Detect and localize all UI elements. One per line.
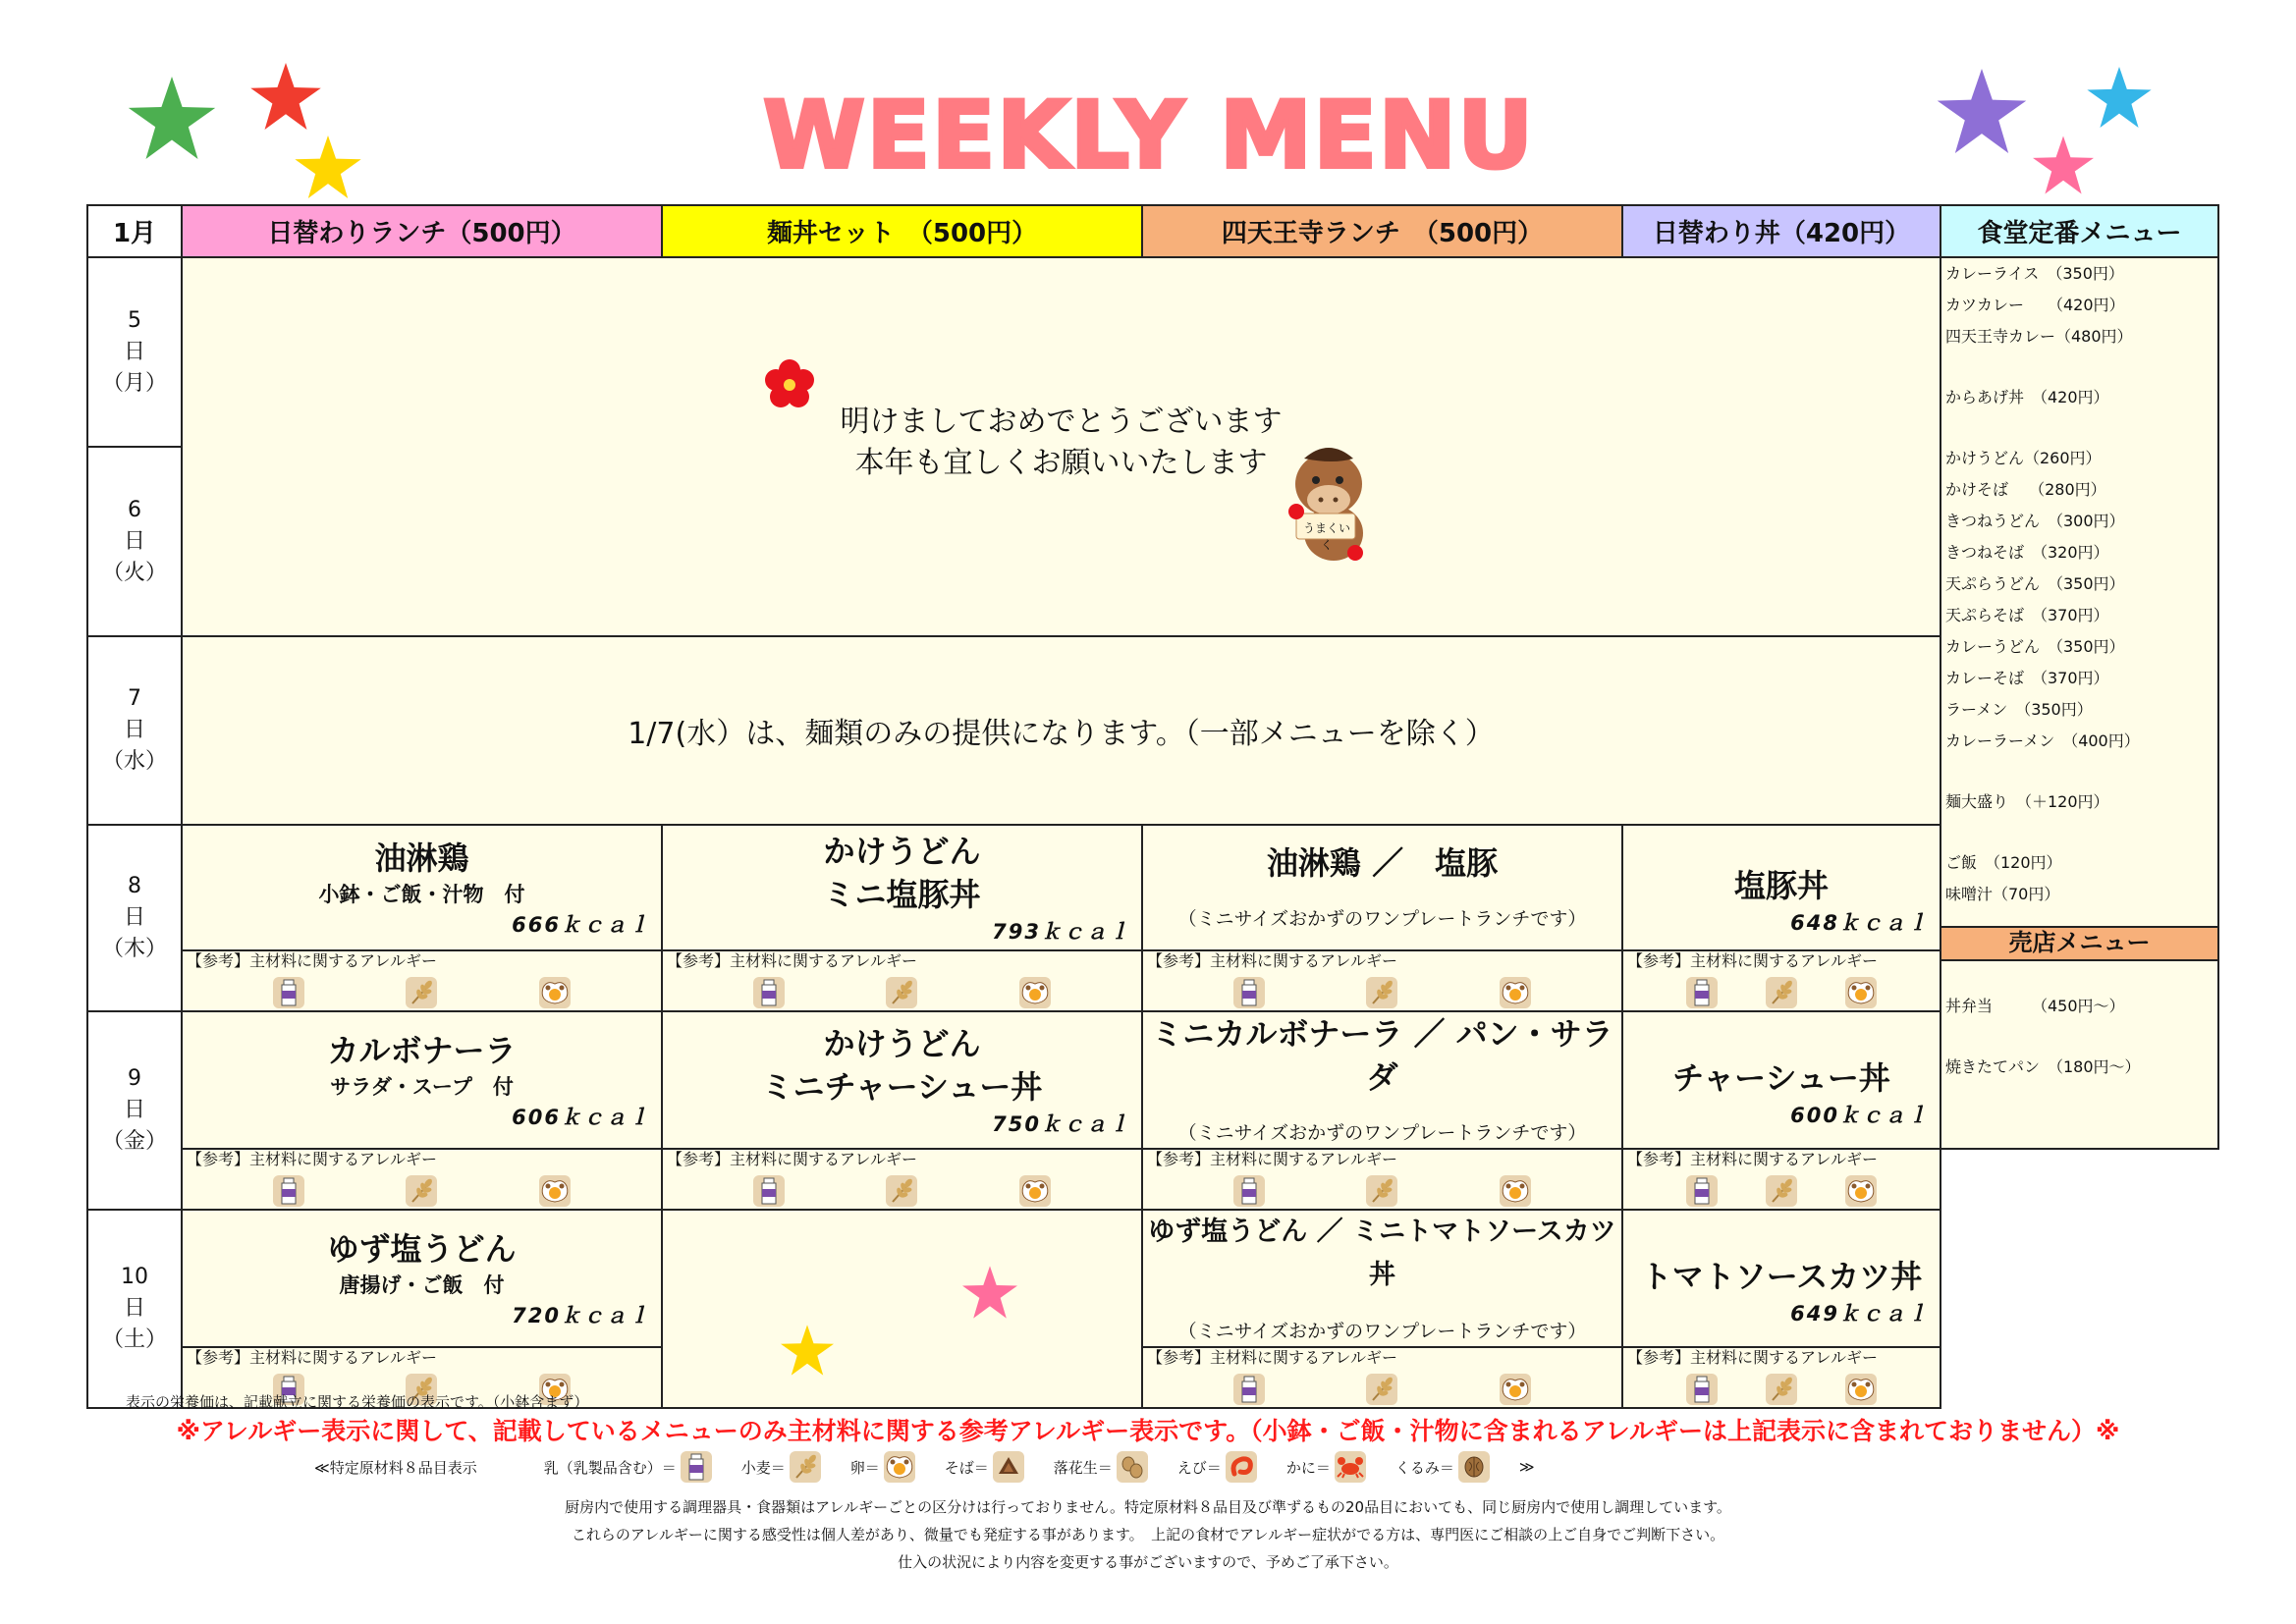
dish-name: ミニ塩豚丼 bbox=[823, 876, 981, 913]
new-year-greeting bbox=[182, 257, 1941, 636]
dish-kcal: 649ｋｃａｌ bbox=[1790, 1302, 1930, 1326]
dish-kcal: 600ｋｃａｌ bbox=[1790, 1104, 1930, 1127]
dish-name: ミニチャーシュー丼 bbox=[761, 1068, 1043, 1106]
dish-name: カルボナーラ bbox=[327, 1032, 517, 1069]
crab-icon bbox=[1335, 1451, 1366, 1483]
header-daily-bowl: 日替わり丼（420円） bbox=[1622, 205, 1941, 257]
milk-icon bbox=[1686, 1374, 1718, 1405]
star-icon bbox=[128, 77, 216, 159]
kiosk-item: 丼弁当 （450円～） bbox=[1945, 997, 2125, 1015]
cafeteria-item: 味噌汁（70円） bbox=[1945, 885, 2060, 903]
egg-icon bbox=[1019, 1175, 1051, 1207]
dish-note: （ミニサイズおかずのワンプレートランチです） bbox=[1177, 908, 1587, 930]
allergy-box: 【参考】主材料に関するアレルギー bbox=[182, 1347, 662, 1408]
cafeteria-item: カレーうどん （350円） bbox=[1945, 637, 2125, 656]
allergy-box: 【参考】主材料に関するアレルギー bbox=[1622, 950, 1941, 1011]
cafeteria-item: かけそば （280円） bbox=[1945, 480, 2106, 499]
star-icon bbox=[1937, 69, 2027, 153]
day-label-10: 10 日 （土） bbox=[87, 1210, 182, 1408]
wheat-icon bbox=[1766, 1175, 1797, 1207]
wheat-icon bbox=[406, 977, 437, 1008]
wheat-icon bbox=[1366, 1374, 1397, 1405]
legend-milk-label: 乳（乳製品含む）＝ bbox=[543, 1458, 677, 1477]
milk-icon bbox=[1686, 977, 1718, 1008]
cafeteria-item: きつねそば （320円） bbox=[1945, 543, 2109, 562]
allergy-box: 【参考】主材料に関するアレルギー bbox=[182, 1149, 662, 1210]
shrimp-icon bbox=[1226, 1451, 1257, 1483]
cafeteria-menu-list bbox=[1941, 257, 2218, 1149]
egg-icon bbox=[539, 977, 571, 1008]
dish-name: ミニカルボナーラ ／ パン・サラダ bbox=[1151, 1015, 1613, 1096]
wheat-icon bbox=[886, 977, 917, 1008]
footer-line-2: これらのアレルギーに関する感受性は個人差があり、微量でも発症する事があります。 上記の食材でアレルギー症状がでる方は、専門医にご相談の上ご自身でご判断下さい。 bbox=[571, 1526, 1725, 1543]
legend-walnut-label: くるみ＝ bbox=[1394, 1458, 1454, 1477]
dish-name: トマトソースカツ丼 bbox=[1640, 1258, 1923, 1295]
legend-wheat-label: 小麦＝ bbox=[740, 1458, 786, 1477]
day-label-7: 7 日 （水） bbox=[87, 636, 182, 825]
allergy-warning: ※アレルギー表示に関して、記載しているメニューのみ主材料に関する参考アレルギー表示です。（小鉢・ご飯・汁物に含まれるアレルギーは上記表示に含まれておりません）※ bbox=[176, 1417, 2120, 1445]
cafeteria-item: 麺大盛り （＋120円） bbox=[1945, 792, 2109, 811]
dish-kcal: 666ｋｃａｌ bbox=[512, 913, 651, 937]
star-icon bbox=[962, 1266, 1017, 1319]
dish-name: 油淋鶏 ／ 塩豚 bbox=[1266, 844, 1499, 882]
menu-cell-thu-shitennoji bbox=[1142, 825, 1622, 950]
allergy-box: 【参考】主材料に関するアレルギー bbox=[1142, 1149, 1622, 1210]
dish-name: 油淋鶏 bbox=[374, 839, 469, 877]
day-label-6: 6 日 （火） bbox=[87, 447, 182, 636]
dish-name: かけうどん bbox=[823, 1025, 981, 1062]
milk-icon bbox=[681, 1451, 712, 1483]
milk-icon bbox=[1233, 1374, 1265, 1405]
menu-cell-thu-noodle-set bbox=[662, 825, 1142, 950]
star-icon bbox=[295, 135, 361, 198]
legend-peanut-label: 落花生＝ bbox=[1053, 1458, 1113, 1477]
horse-tag-text: うまくいく bbox=[1302, 521, 1350, 552]
egg-icon bbox=[1845, 977, 1877, 1008]
wheat-icon bbox=[1366, 1175, 1397, 1207]
cafeteria-item: ご飯 （120円） bbox=[1945, 853, 2062, 872]
cafeteria-item: カレーラーメン （400円） bbox=[1945, 731, 2140, 750]
allergy-box: 【参考】主材料に関するアレルギー bbox=[662, 950, 1142, 1011]
cafeteria-item: 天ぷらそば （370円） bbox=[1945, 606, 2109, 624]
milk-icon bbox=[753, 1175, 785, 1207]
horse-icon bbox=[1275, 437, 1383, 565]
dish-sides: 唐揚げ・ご飯 付 bbox=[339, 1273, 505, 1297]
greeting-line-1: 明けましておめでとうございます bbox=[840, 405, 1283, 439]
menu-cell-thu-daily-lunch bbox=[182, 825, 662, 950]
cafeteria-item: カレーそば （370円） bbox=[1945, 669, 2109, 687]
star-icon bbox=[2087, 67, 2152, 128]
milk-icon bbox=[273, 977, 304, 1008]
allergy-box: 【参考】主材料に関するアレルギー bbox=[1142, 1347, 1622, 1408]
star-icon bbox=[250, 63, 321, 130]
legend-intro: ≪特定原材料８品目表示 bbox=[314, 1458, 477, 1477]
egg-icon bbox=[1500, 977, 1531, 1008]
kiosk-item: 焼きたてパン （180円～） bbox=[1945, 1057, 2141, 1076]
cafeteria-item: かけうどん（260円） bbox=[1945, 449, 2102, 467]
egg-icon bbox=[1500, 1175, 1531, 1207]
day-label-9: 9 日 （金） bbox=[87, 1011, 182, 1210]
soba-icon bbox=[993, 1451, 1024, 1483]
footer-line-1: 厨房内で使用する調理器具・食器類はアレルギーごとの区分けは行っておりません。特定原材料８品目及び準ずるもの20品目においても、同じ厨房内で使用し調理しています。 bbox=[565, 1498, 1731, 1516]
milk-icon bbox=[753, 977, 785, 1008]
walnut-icon bbox=[1458, 1451, 1490, 1483]
menu-cell-fri-noodle-set bbox=[662, 1011, 1142, 1149]
allergy-box: 【参考】主材料に関するアレルギー bbox=[662, 1149, 1142, 1210]
dish-name: かけうどん bbox=[823, 833, 981, 870]
header-daily-lunch: 日替わりランチ（500円） bbox=[182, 205, 662, 257]
title-text: WEEKLY MENU bbox=[763, 82, 1535, 189]
legend-egg-label: 卵＝ bbox=[849, 1458, 880, 1477]
wheat-icon bbox=[406, 1175, 437, 1207]
wheat-icon bbox=[1366, 977, 1397, 1008]
peanut-icon bbox=[1117, 1451, 1148, 1483]
greeting-line-2: 本年も宜しくお願いいたします bbox=[854, 446, 1268, 480]
header-noodle-rice-set: 麺丼セット （500円） bbox=[662, 205, 1142, 257]
egg-icon bbox=[1845, 1175, 1877, 1207]
day-label-5: 5 日 （月） bbox=[87, 257, 182, 447]
dish-kcal: 793ｋｃａｌ bbox=[992, 920, 1131, 944]
footer-line-3: 仕入の状況により内容を変更する事がございますので、予めご了承下さい。 bbox=[898, 1553, 1398, 1571]
header-month: 1月 bbox=[87, 205, 182, 257]
egg-icon bbox=[1845, 1374, 1877, 1405]
dish-name: ゆず塩うどん ／ ミニトマトソースカツ丼 bbox=[1148, 1217, 1616, 1290]
day-label-8: 8 日 （木） bbox=[87, 825, 182, 1011]
milk-icon bbox=[1233, 1175, 1265, 1207]
header-shitennoji-lunch: 四天王寺ランチ （500円） bbox=[1142, 205, 1622, 257]
menu-cell-fri-daily-lunch bbox=[182, 1011, 662, 1149]
legend-crab-label: かに＝ bbox=[1285, 1458, 1331, 1477]
egg-icon bbox=[884, 1451, 915, 1483]
dish-note: （ミニサイズおかずのワンプレートランチです） bbox=[1177, 1321, 1587, 1342]
allergy-box: 【参考】主材料に関するアレルギー bbox=[1622, 1149, 1941, 1210]
cafeteria-item: 四天王寺カレー（480円） bbox=[1945, 327, 2133, 346]
dish-kcal: 648ｋｃａｌ bbox=[1790, 911, 1930, 935]
page-title bbox=[763, 71, 1535, 198]
milk-icon bbox=[1233, 977, 1265, 1008]
allergen-legend bbox=[314, 1451, 1557, 1483]
menu-cell-sat-noodle-set-empty bbox=[662, 1210, 1142, 1408]
wheat-icon bbox=[790, 1451, 821, 1483]
menu-cell-sat-shitennoji bbox=[1142, 1210, 1622, 1347]
cafeteria-item: きつねうどん （300円） bbox=[1945, 512, 2125, 530]
legend-soba-label: そば＝ bbox=[944, 1458, 989, 1477]
wednesday-notice: 1/7(水）は、麺類のみの提供になります。（一部メニューを除く） bbox=[182, 636, 1941, 825]
allergy-box: 【参考】主材料に関するアレルギー bbox=[182, 950, 662, 1011]
cafeteria-item: カツカレー （420円） bbox=[1945, 296, 2125, 314]
dish-name: チャーシュー丼 bbox=[1672, 1059, 1890, 1097]
kiosk-menu-title: 売店メニュー bbox=[1941, 926, 2217, 961]
dish-name: ゆず塩うどん bbox=[327, 1230, 517, 1268]
cafeteria-item: 天ぷらうどん （350円） bbox=[1945, 574, 2125, 593]
milk-icon bbox=[273, 1175, 304, 1207]
nutrition-footnote: 表示の栄養価は、記載献立に関する栄養価の表示です。（小鉢含まず） bbox=[126, 1393, 589, 1411]
dish-sides: サラダ・スープ 付 bbox=[330, 1075, 514, 1099]
allergy-box: 【参考】主材料に関するアレルギー bbox=[1142, 950, 1622, 1011]
dish-sides: 小鉢・ご飯・汁物 付 bbox=[318, 883, 525, 906]
star-icon bbox=[781, 1325, 834, 1376]
menu-cell-fri-daily-bowl bbox=[1622, 1011, 1941, 1149]
egg-icon bbox=[1019, 977, 1051, 1008]
wheat-icon bbox=[886, 1175, 917, 1207]
egg-icon bbox=[1500, 1374, 1531, 1405]
dish-note: （ミニサイズおかずのワンプレートランチです） bbox=[1177, 1122, 1587, 1144]
star-icon bbox=[2033, 135, 2094, 194]
header-cafeteria-menu: 食堂定番メニュー bbox=[1941, 205, 2218, 257]
dish-kcal: 720ｋｃａｌ bbox=[512, 1304, 651, 1327]
dish-kcal: 750ｋｃａｌ bbox=[992, 1112, 1131, 1136]
menu-cell-fri-shitennoji bbox=[1142, 1011, 1622, 1149]
dish-name: 塩豚丼 bbox=[1733, 867, 1829, 904]
allergy-box: 【参考】主材料に関するアレルギー bbox=[1622, 1347, 1941, 1408]
cafeteria-item: カレーライス （350円） bbox=[1945, 264, 2124, 283]
weekly-menu-table bbox=[86, 204, 2219, 1409]
legend-shrimp-label: えび＝ bbox=[1176, 1458, 1222, 1477]
wheat-icon bbox=[1766, 1374, 1797, 1405]
wheat-icon bbox=[1766, 977, 1797, 1008]
cafeteria-item: からあげ丼 （420円） bbox=[1945, 388, 2109, 406]
milk-icon bbox=[1686, 1175, 1718, 1207]
dish-kcal: 606ｋｃａｌ bbox=[512, 1106, 651, 1129]
menu-cell-sat-daily-lunch bbox=[182, 1210, 662, 1347]
menu-cell-thu-daily-bowl bbox=[1622, 825, 1941, 950]
legend-close: ≫ bbox=[1518, 1458, 1535, 1476]
menu-cell-sat-daily-bowl bbox=[1622, 1210, 1941, 1347]
cafeteria-item: ラーメン （350円） bbox=[1945, 700, 2093, 719]
egg-icon bbox=[539, 1175, 571, 1207]
